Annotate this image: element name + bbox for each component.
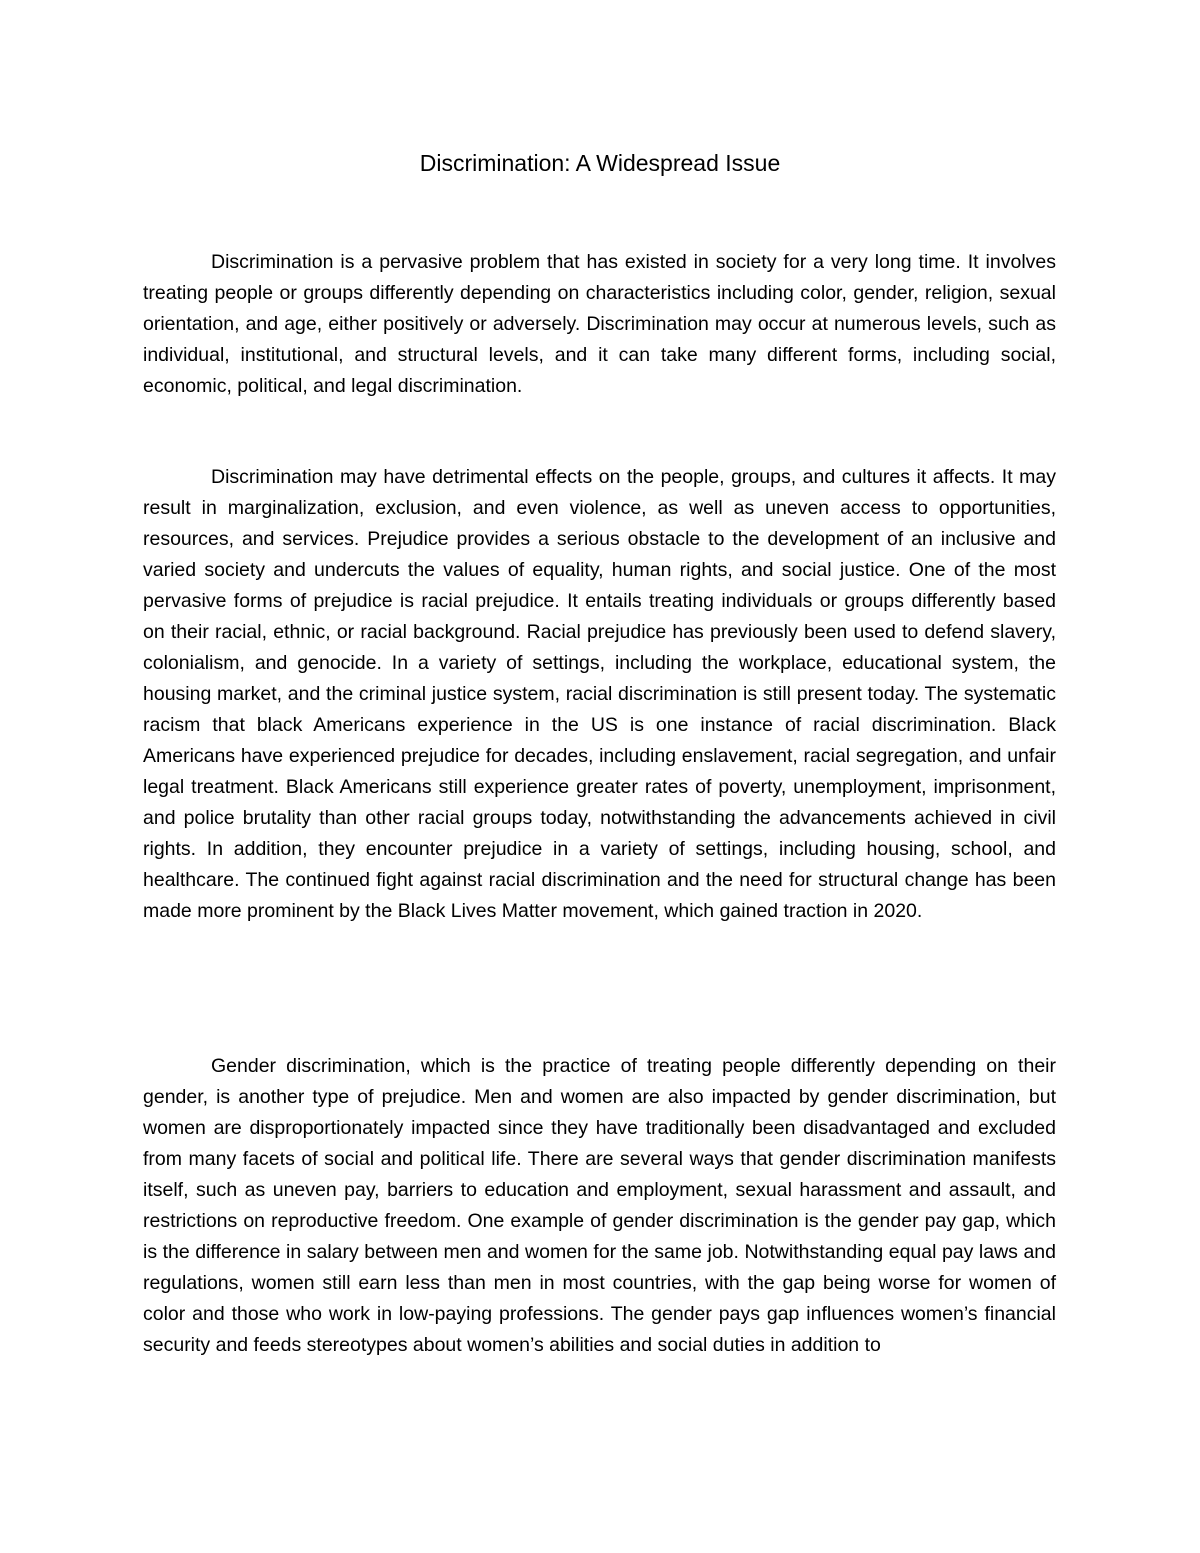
paragraph-gender-discrimination: Gender discrimination, which is the practice of treating people differently depending on their gender, is another type of prejudice. Men and women are also impacted by gender discrimination, but women are disproportionately impacted since they have traditionally been disadvantaged and excluded from many facets of social and political life. There are several ways that gender discrimination manifests itself, such as uneven pay, barriers to education and employment, sexual harassment and assault, and restrictions on reproductive freedom. One example of gender discrimination is the gender pay gap, which is the difference in salary between men and women for the same job. Notwithstanding equal pay laws and regulations, women still earn less than men in most countries, with the gap being worse for women of color and those who work in low-paying professions. The gender pays gap influences women’s financial security and feeds stereotypes about women’s abilities and social duties in addition to bbox=[143, 1055, 1056, 1356]
document-title: Discrimination: A Widespread Issue bbox=[419, 150, 781, 176]
paragraph-racial-discrimination: Discrimination may have detrimental effects on the people, groups, and cultures it affects. It may result in marginalization, exclusion, and even violence, as well as uneven access to opportunities, resources, and services. Prejudice provides a serious obstacle to the development of an inclusive and varied society and undercuts the values of equality, human rights, and social justice. One of the most pervasive forms of prejudice is racial prejudice. It entails treating individuals or groups differently based on their racial, ethnic, or racial background. Racial prejudice has previously been used to defend slavery, colonialism, and genocide. In a variety of settings, including the workplace, educational system, the housing market, and the criminal justice system, racial discrimination is still present today. The systematic racism that black Americans experience in the US is one instance of racial discrimination. Black Americans have experienced prejudice for decades, including enslavement, racial segregation, and unfair legal treatment. Black Americans still experience greater rates of poverty, unemployment, imprisonment, and police brutality than other racial groups today, notwithstanding the advancements achieved in civil rights. In addition, they encounter prejudice in a variety of settings, including housing, school, and healthcare. The continued fight against racial discrimination and the need for structural change has been made more prominent by the Black Lives Matter movement, which gained traction in 2020. bbox=[143, 466, 1056, 922]
paragraph-intro: Discrimination is a pervasive problem that has existed in society for a very long time. It involves treating people or groups differently depending on characteristics including color, gender, religion, sexual orientation, and age, either positively or adversely. Discrimination may occur at numerous levels, such as individual, institutional, and structural levels, and it can take many different forms, including social, economic, political, and legal discrimination. bbox=[143, 251, 1056, 397]
